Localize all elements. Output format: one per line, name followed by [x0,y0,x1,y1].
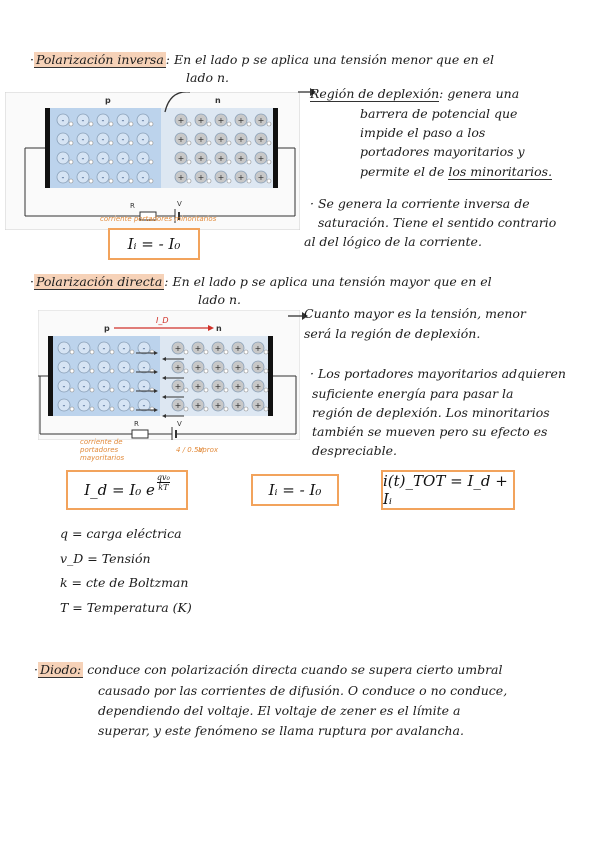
carrier-sign: - [101,116,105,125]
carrier-sign: - [61,116,65,125]
direct-note-a2: será la región de deplexión. [304,326,481,341]
diagram2-note-v: 4 / 0.5V [176,446,204,454]
mobile-carrier [69,122,73,126]
diode-line1: · Diodo: conduce con polarización directa cuando se supera cierto umbral [34,662,503,677]
carrier-sign: + [237,154,245,163]
mobile-carrier [69,141,73,145]
carrier-sign: + [217,116,225,125]
saturation-line3: al del lógico de la corriente. [304,234,482,249]
carrier-sign: + [174,363,182,372]
mobile-carrier [70,407,74,411]
mobile-carrier [247,179,251,183]
direct-note-b5: despreciable. [312,443,398,458]
carrier-sign: + [257,173,265,182]
mobile-carrier [204,388,208,392]
diode-heading: Diodo: [39,662,82,677]
mobile-carrier [247,122,251,126]
carrier-sign: + [234,363,242,372]
diode-line2: causado por las corrientes de difusión. O conduce o no conduce, [98,683,508,698]
carrier-sign: - [82,401,86,410]
definition-k: k = cte de Boltzman [60,575,189,590]
mobile-carrier [70,388,74,392]
diode-eq-base: I_d = I₀ e [84,481,155,499]
mobile-carrier [187,160,191,164]
pn-junction-reverse-diagram [5,92,300,230]
carrier-sign: - [62,344,66,353]
carrier-sign: - [81,173,85,182]
direct-heading: Polarización directa [35,274,163,289]
mobile-carrier [69,179,73,183]
carrier-sign: - [81,135,85,144]
carrier-sign: + [237,135,245,144]
carrier-sign: - [142,363,146,372]
inverse-heading-line: · Polarización inversa : En el lado p se aplica una tensión menor que en el [30,52,495,67]
mobile-carrier [187,122,191,126]
inverse-current-equation: Iᵢ = - I₀ [108,228,200,260]
mobile-carrier [110,369,114,373]
mobile-carrier [149,160,153,164]
saturation-line2: saturación. Tiene el sentido contrario [318,215,557,230]
carrier-sign: - [142,382,146,391]
carrier-sign: + [214,344,222,353]
mobile-carrier [267,141,271,145]
mobile-carrier [90,388,94,392]
diagram1-n-label: n [215,96,221,105]
carrier-sign: - [141,173,145,182]
definition-t: T = Temperatura (K) [60,600,192,615]
mobile-carrier [130,388,134,392]
diode-eq-exponent [157,473,170,492]
inverse-heading: Polarización inversa [35,52,164,67]
carrier-sign: + [197,154,205,163]
carrier-sign: + [214,382,222,391]
mobile-carrier [110,388,114,392]
carrier-sign: - [102,363,106,372]
mobile-carrier [187,179,191,183]
mobile-carrier [224,407,228,411]
diagram1-p-label: p [105,96,111,105]
depletion-line1 [310,84,519,103]
saturation-line1: · Se genera la corriente inversa de [310,196,530,211]
depletion-line3: impide el paso a los [360,125,486,140]
direct-note-a1: Cuanto mayor es la tensión, menor [304,306,526,321]
mobile-carrier [130,369,134,373]
carrier-sign: + [194,401,202,410]
carrier-sign: + [254,401,262,410]
depletion-line5-underlined: los minoritarios. [448,164,553,179]
carrier-sign: - [122,344,126,353]
diagram1-left-electrode [45,108,50,188]
carrier-sign: - [81,154,85,163]
carrier-sign: - [122,382,126,391]
mobile-carrier [70,350,74,354]
diode-line4: superar, y este fenómeno se llama ruptura por avalancha. [98,723,464,738]
direct-note-b1: · Los portadores mayoritarios adquieren [310,366,566,381]
carrier-sign: - [62,363,66,372]
carrier-sign: + [174,344,182,353]
mobile-carrier [70,369,74,373]
diagram2-note-left: corriente de portadores mayoritarios [80,438,125,462]
mobile-carrier [89,160,93,164]
carrier-sign: + [197,116,205,125]
mobile-carrier [244,407,248,411]
carrier-sign: + [257,135,265,144]
depletion-line1-rest: : genera una [439,86,520,101]
depletion-title: Región de deplexión [310,86,440,101]
carrier-sign: + [237,173,245,182]
mobile-carrier [204,350,208,354]
mobile-carrier [184,350,188,354]
carrier-sign: - [121,154,125,163]
mobile-carrier [129,122,133,126]
carrier-sign: + [254,382,262,391]
carrier-sign: - [101,173,105,182]
mobile-carrier [130,407,134,411]
mobile-carrier [89,122,93,126]
carrier-sign: + [177,173,185,182]
mobile-carrier [264,369,268,373]
mobile-carrier [129,179,133,183]
mobile-carrier [109,179,113,183]
carrier-sign: + [234,401,242,410]
mobile-carrier [89,179,93,183]
carrier-sign: - [62,382,66,391]
mobile-carrier [204,407,208,411]
mobile-carrier [149,122,153,126]
carrier-sign: - [102,401,106,410]
mobile-carrier [244,350,248,354]
mobile-carrier [207,160,211,164]
mobile-carrier [267,160,271,164]
carrier-sign: - [61,154,65,163]
carrier-sign: + [214,363,222,372]
mobile-carrier [130,350,134,354]
carrier-sign: + [177,116,185,125]
mobile-carrier [207,179,211,183]
carrier-sign: - [61,173,65,182]
mobile-carrier [264,350,268,354]
diagram2-right-electrode [268,336,273,416]
mobile-carrier [224,388,228,392]
diode-eq-exp-num: qv₀ [156,472,170,482]
carrier-sign: + [194,363,202,372]
diagram2-r-label: R [134,420,139,428]
diagram2-v-label: V [177,420,182,428]
diagram1-v-label: V [177,200,182,208]
carrier-sign: + [174,382,182,391]
carrier-sign: + [177,154,185,163]
mobile-carrier [109,141,113,145]
total-current-equation: i(t)_TOT = I_d + Iᵢ [381,470,515,510]
carrier-sign: - [121,135,125,144]
carrier-sign: - [82,382,86,391]
mobile-carrier [109,122,113,126]
carrier-sign: + [234,344,242,353]
pn-junction-forward-diagram [38,310,300,440]
depletion-line5-pre: permite el de [360,164,449,179]
diagram2-id-label: I_D [156,316,169,325]
carrier-sign: - [101,135,105,144]
direct-note-b4: también se mueven pero su efecto es [312,424,548,439]
carrier-sign: + [237,116,245,125]
carrier-sign: - [141,116,145,125]
mobile-carrier [89,141,93,145]
carrier-sign: - [61,135,65,144]
definition-q: q = carga eléctrica [60,526,182,541]
carrier-sign: - [62,401,66,410]
mobile-carrier [244,388,248,392]
mobile-carrier [129,141,133,145]
direct-note-b3: región de deplexión. Los minoritarios [312,405,550,420]
carrier-sign: + [197,135,205,144]
carrier-sign: - [81,116,85,125]
carrier-sign: - [102,382,106,391]
mobile-carrier [224,369,228,373]
direct-heading-line: · Polarización directa : En el lado p se aplica una tensión mayor que en el [30,274,492,289]
diagram2-p-label: p [104,324,110,333]
carrier-sign: - [102,344,106,353]
mobile-carrier [90,369,94,373]
mobile-carrier [224,350,228,354]
carrier-sign: - [101,154,105,163]
mobile-carrier [227,122,231,126]
inverse-current-equation-2: Iᵢ = - I₀ [251,474,339,506]
definition-v: v_D = Tensión [60,551,151,566]
carrier-sign: - [141,154,145,163]
carrier-sign: + [214,401,222,410]
carrier-sign: - [142,344,146,353]
mobile-carrier [267,122,271,126]
carrier-sign: - [142,401,146,410]
mobile-carrier [227,179,231,183]
carrier-sign: + [217,135,225,144]
diagram1-r-label: R [130,202,135,210]
depletion-line5 [360,162,552,181]
carrier-sign: + [217,173,225,182]
mobile-carrier [247,160,251,164]
carrier-sign: - [141,135,145,144]
carrier-sign: + [217,154,225,163]
mobile-carrier [247,141,251,145]
direct-note-b2: suficiente energía para pasar la [312,386,514,401]
depletion-line4: portadores mayoritarios y [360,144,525,159]
mobile-carrier [267,179,271,183]
carrier-sign: + [177,135,185,144]
mobile-carrier [207,122,211,126]
diode-line1-text: conduce con polarización directa cuando se supera cierto umbral [87,662,503,677]
carrier-sign: + [254,363,262,372]
mobile-carrier [184,407,188,411]
diode-current-equation [66,470,188,510]
carrier-sign: - [121,116,125,125]
mobile-carrier [264,407,268,411]
mobile-carrier [227,141,231,145]
inverse-line1: : En el lado p se aplica una tensión menor que en el [165,52,495,67]
mobile-carrier [184,369,188,373]
carrier-sign: - [82,363,86,372]
mobile-carrier [149,141,153,145]
mobile-carrier [110,350,114,354]
mobile-carrier [129,160,133,164]
carrier-sign: + [194,344,202,353]
direct-line1: : En el lado p se aplica una tensión mayor que en el [164,274,492,289]
inverse-line2: lado n. [186,70,229,85]
mobile-carrier [110,407,114,411]
diode-line3: dependiendo del voltaje. El voltaje de zener es el límite a [98,703,461,718]
mobile-carrier [187,141,191,145]
carrier-sign: + [257,154,265,163]
carrier-sign: - [122,363,126,372]
carrier-sign: + [257,116,265,125]
depletion-line2: barrera de potencial que [360,106,518,121]
mobile-carrier [69,160,73,164]
mobile-carrier [184,388,188,392]
mobile-carrier [204,369,208,373]
carrier-sign: + [197,173,205,182]
carrier-sign: + [254,344,262,353]
carrier-sign: + [194,382,202,391]
mobile-carrier [109,160,113,164]
carrier-sign: + [234,382,242,391]
diagram1-right-electrode [273,108,278,188]
mobile-carrier [207,141,211,145]
diagram2-note-right: aprox [198,446,219,454]
direct-line2: lado n. [198,292,241,307]
mobile-carrier [227,160,231,164]
mobile-carrier [244,369,248,373]
carrier-sign: - [122,401,126,410]
diode-eq-exp-den: kT [158,482,169,492]
diagram2-n-label: n [216,324,222,333]
mobile-carrier [90,407,94,411]
mobile-carrier [90,350,94,354]
carrier-sign: - [82,344,86,353]
diagram1-note: corriente portadores minoritarios [100,215,217,223]
carrier-sign: + [174,401,182,410]
mobile-carrier [149,179,153,183]
diagram2-left-electrode [48,336,53,416]
carrier-sign: - [121,173,125,182]
mobile-carrier [264,388,268,392]
diagram2-resistor [132,430,148,438]
